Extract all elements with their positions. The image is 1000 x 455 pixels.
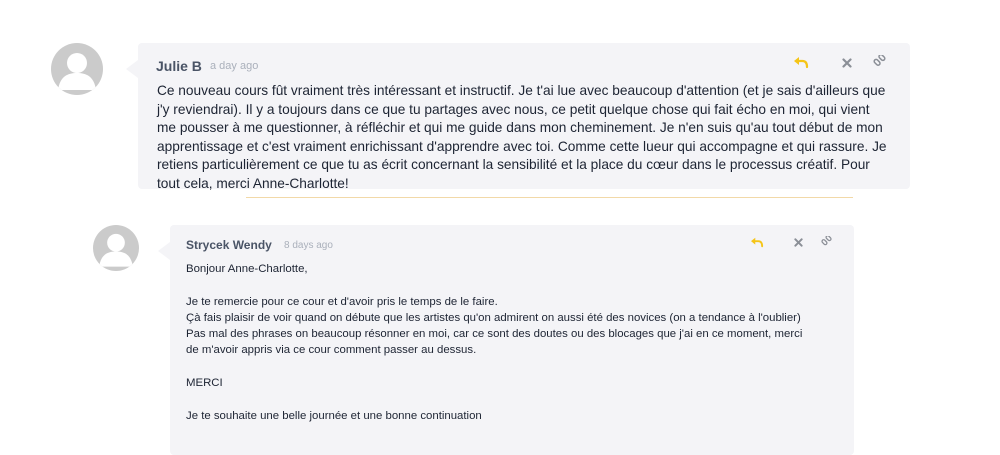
comment-text: Ce nouveau cours fût vraiment très intéressant et instructif. Je t'ai lue avec beaucoup d'attention (et je sais d'ailleurs que j'y reviendrai). Il y a toujours dans ce que tu partages avec nous, ce petit quelque chose qui fait écho en moi, qui vient me pousser à me questionner, à réfléchir et qui me guide dans mon cheminement. Je n'en suis qu'au tout début de mon apprentissage et c'est vraiment enrichissant d'apprendre avec toi. Comme cette lueur qui accompagne et qui rassure. Je retiens particulièrement ce que tu as écrit concernant la sensibilité et la place du cœur dans le processus créatif. Pour tout cela, merci Anne-Charlotte! (157, 83, 887, 191)
close-icon (794, 238, 803, 247)
permalink-button[interactable] (821, 236, 832, 247)
avatar-placeholder-icon (93, 225, 139, 271)
comment-text (186, 261, 811, 424)
divider (246, 197, 853, 198)
link-icon (821, 236, 832, 247)
comment-author[interactable]: Strycek Wendy (186, 238, 272, 252)
comment-paragraph: MERCI (186, 377, 223, 390)
avatar[interactable] (51, 43, 103, 95)
permalink-button[interactable] (873, 55, 886, 68)
delete-button[interactable] (794, 238, 803, 247)
close-icon (842, 58, 852, 68)
comment-paragraph: Je te souhaite une belle journée et une bonne continuation (186, 409, 482, 422)
comment-paragraph: Bonjour Anne-Charlotte, (186, 263, 308, 275)
comment-author[interactable]: Julie B (156, 58, 202, 74)
reply-button[interactable] (750, 236, 764, 248)
comment-timestamp[interactable]: a day ago (210, 60, 259, 72)
avatar[interactable] (93, 225, 139, 271)
reply-button[interactable] (793, 55, 809, 69)
reply-icon (793, 55, 809, 69)
delete-button[interactable] (842, 58, 852, 68)
comment-1 (138, 43, 910, 189)
comment-paragraph: Çà fais plaisir de voir quand on débute que les artistes qu'on admirent on aussi été des novices (on a tendance à l'oublier) (186, 311, 801, 324)
comment-2 (170, 225, 854, 455)
comment-paragraph: Pas mal des phrases on beaucoup résonner en moi, car ce sont des doutes ou des blocages que j'ai en ce moment, merci de m'avoir appris via ce cour comment passer au dessus. (186, 328, 803, 357)
comment-timestamp[interactable]: 8 days ago (284, 240, 333, 251)
link-icon (873, 55, 886, 68)
reply-icon (750, 236, 764, 248)
comment-paragraph: Je te remercie pour ce cour et d'avoir pris le temps de le faire. (186, 295, 498, 308)
avatar-placeholder-icon (51, 43, 103, 95)
